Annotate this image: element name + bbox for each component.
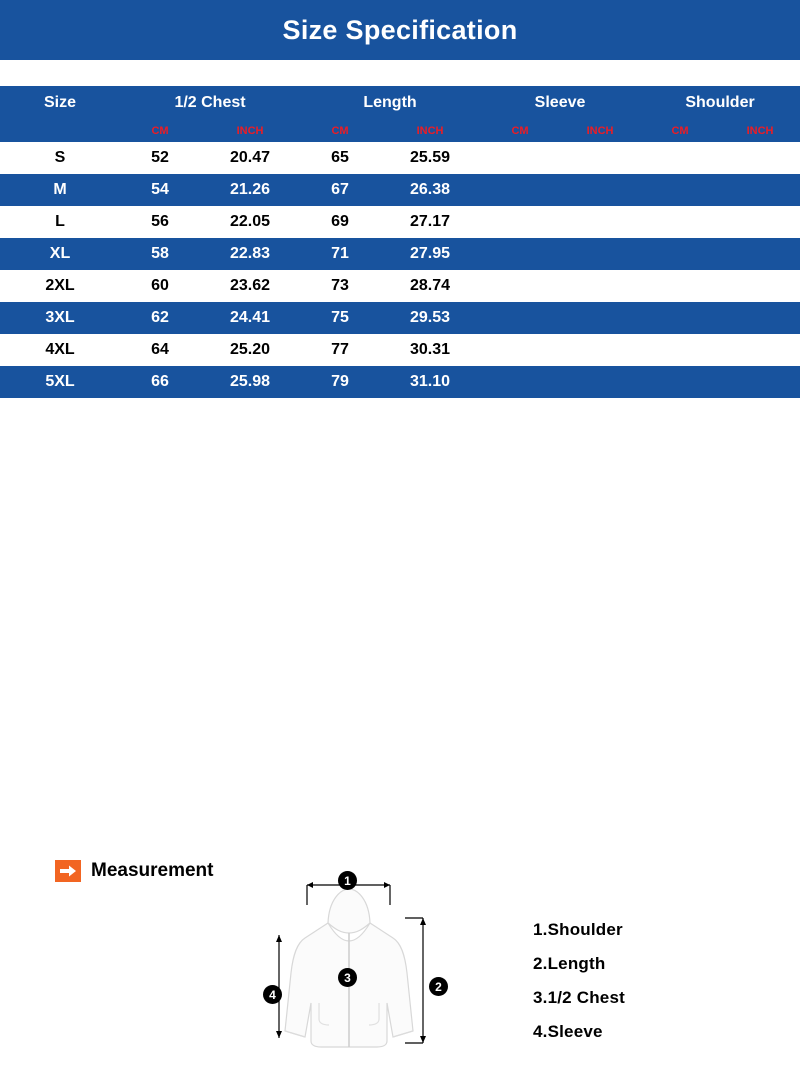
cell-length-inch: 25.59 <box>410 149 451 166</box>
cell-shoulder-cm <box>640 174 720 206</box>
measurement-label: Measurement <box>91 860 214 881</box>
cell-size: S <box>54 149 66 166</box>
cell-length-cm: 73 <box>331 277 349 294</box>
cell-chest-cm: 54 <box>151 181 169 198</box>
marker-4-sleeve: 4 <box>263 985 282 1004</box>
header-size: Size <box>43 94 76 111</box>
marker-1-shoulder: 1 <box>338 871 357 890</box>
legend-item-sleeve: 4.Sleeve <box>533 1022 603 1041</box>
cell-sleeve-cm <box>480 206 560 238</box>
cell-length-inch: 27.95 <box>410 245 451 262</box>
table-row <box>0 270 800 302</box>
hoodie-illustration <box>245 863 495 1063</box>
cell-sleeve-cm <box>480 174 560 206</box>
cell-chest-cm: 58 <box>151 245 169 262</box>
cell-length-cm: 75 <box>331 309 349 326</box>
cell-sleeve-inch <box>560 206 640 238</box>
unit-sleeve-cm: CM <box>511 125 529 137</box>
header-length: Length <box>363 94 417 111</box>
table-row <box>0 366 800 398</box>
cell-chest-inch: 22.83 <box>229 245 271 262</box>
cell-sleeve-cm <box>480 302 560 334</box>
cell-shoulder-inch <box>720 238 800 270</box>
cell-chest-cm: 52 <box>151 149 169 166</box>
table-row <box>0 302 800 334</box>
cell-sleeve-cm <box>480 270 560 302</box>
cell-shoulder-inch <box>720 270 800 302</box>
cell-chest-cm: 64 <box>151 341 169 358</box>
cell-length-cm: 67 <box>331 181 349 198</box>
cell-chest-cm: 60 <box>151 277 169 294</box>
unit-length-inch: INCH <box>416 125 444 137</box>
cell-chest-inch: 25.98 <box>229 373 271 390</box>
cell-sleeve-inch <box>560 334 640 366</box>
cell-sleeve-inch <box>560 270 640 302</box>
cell-shoulder-cm <box>640 238 720 270</box>
header-shoulder: Shoulder <box>685 94 755 111</box>
cell-chest-inch: 25.20 <box>229 341 271 358</box>
cell-sleeve-cm <box>480 238 560 270</box>
cell-shoulder-cm <box>640 142 720 174</box>
unit-shoulder-cm: CM <box>671 125 689 137</box>
cell-shoulder-inch <box>720 174 800 206</box>
cell-sleeve-cm <box>480 366 560 398</box>
arrow-right-icon <box>55 860 81 882</box>
cell-chest-inch: 23.62 <box>229 277 271 294</box>
cell-length-inch: 27.17 <box>410 213 451 230</box>
cell-length-inch: 30.31 <box>410 341 451 358</box>
legend-item-shoulder: 1.Shoulder <box>533 920 623 939</box>
measurement-section <box>0 398 800 1041</box>
cell-sleeve-inch <box>560 174 640 206</box>
unit-sleeve-inch: INCH <box>586 125 614 137</box>
cell-length-inch: 26.38 <box>410 181 451 198</box>
table-row <box>0 142 800 174</box>
cell-size: 3XL <box>45 309 75 326</box>
unit-shoulder-inch: INCH <box>746 125 774 137</box>
cell-shoulder-cm <box>640 334 720 366</box>
table-row <box>0 174 800 206</box>
cell-shoulder-cm <box>640 302 720 334</box>
cell-length-inch: 31.10 <box>410 373 451 390</box>
page-title-bar <box>0 0 800 60</box>
table-row <box>0 238 800 270</box>
table-group-header-row <box>0 86 800 120</box>
cell-length-cm: 65 <box>331 149 349 166</box>
cell-shoulder-inch <box>720 334 800 366</box>
cell-shoulder-inch <box>720 366 800 398</box>
cell-size: XL <box>49 245 71 262</box>
cell-sleeve-cm <box>480 142 560 174</box>
table-row <box>0 334 800 366</box>
cell-length-cm: 77 <box>331 341 349 358</box>
measurement-heading <box>55 860 214 882</box>
cell-shoulder-cm <box>640 206 720 238</box>
header-half-chest: 1/2 Chest <box>174 94 246 111</box>
cell-shoulder-inch <box>720 302 800 334</box>
cell-length-inch: 28.74 <box>410 277 451 294</box>
cell-chest-inch: 21.26 <box>229 181 271 198</box>
cell-sleeve-inch <box>560 238 640 270</box>
cell-sleeve-inch <box>560 366 640 398</box>
cell-sleeve-cm <box>480 334 560 366</box>
cell-shoulder-cm <box>640 366 720 398</box>
cell-shoulder-inch <box>720 206 800 238</box>
garment-diagram <box>245 863 495 1063</box>
title-spacer <box>0 60 800 86</box>
cell-size: 5XL <box>45 373 75 390</box>
unit-length-cm: CM <box>331 125 349 137</box>
cell-chest-cm: 56 <box>151 213 169 230</box>
cell-chest-cm: 66 <box>151 373 169 390</box>
cell-size: 2XL <box>45 277 75 294</box>
cell-chest-inch: 22.05 <box>229 213 271 230</box>
marker-3-half-chest: 3 <box>338 968 357 987</box>
unit-chest-inch: INCH <box>236 125 264 137</box>
cell-chest-cm: 62 <box>151 309 169 326</box>
cell-shoulder-inch <box>720 142 800 174</box>
legend-item-half-chest: 3.1/2 Chest <box>533 988 625 1007</box>
legend-item-length: 2.Length <box>533 954 606 973</box>
unit-blank <box>0 120 120 142</box>
cell-shoulder-cm <box>640 270 720 302</box>
cell-chest-inch: 20.47 <box>229 149 271 166</box>
cell-size: L <box>55 213 65 230</box>
page-title: Size Specification <box>282 14 518 45</box>
measurement-legend <box>533 920 625 1056</box>
cell-chest-inch: 24.41 <box>229 309 271 326</box>
cell-length-cm: 79 <box>331 373 349 390</box>
cell-length-cm: 69 <box>331 213 349 230</box>
cell-size: 4XL <box>45 341 75 358</box>
unit-chest-cm: CM <box>151 125 169 137</box>
marker-2-length: 2 <box>429 977 448 996</box>
size-specification-table <box>0 86 800 398</box>
cell-length-cm: 71 <box>331 245 349 262</box>
header-sleeve: Sleeve <box>534 94 586 111</box>
cell-sleeve-inch <box>560 142 640 174</box>
cell-length-inch: 29.53 <box>410 309 451 326</box>
table-unit-header-row <box>0 120 800 142</box>
cell-sleeve-inch <box>560 302 640 334</box>
cell-size: M <box>53 181 67 198</box>
table-row <box>0 206 800 238</box>
